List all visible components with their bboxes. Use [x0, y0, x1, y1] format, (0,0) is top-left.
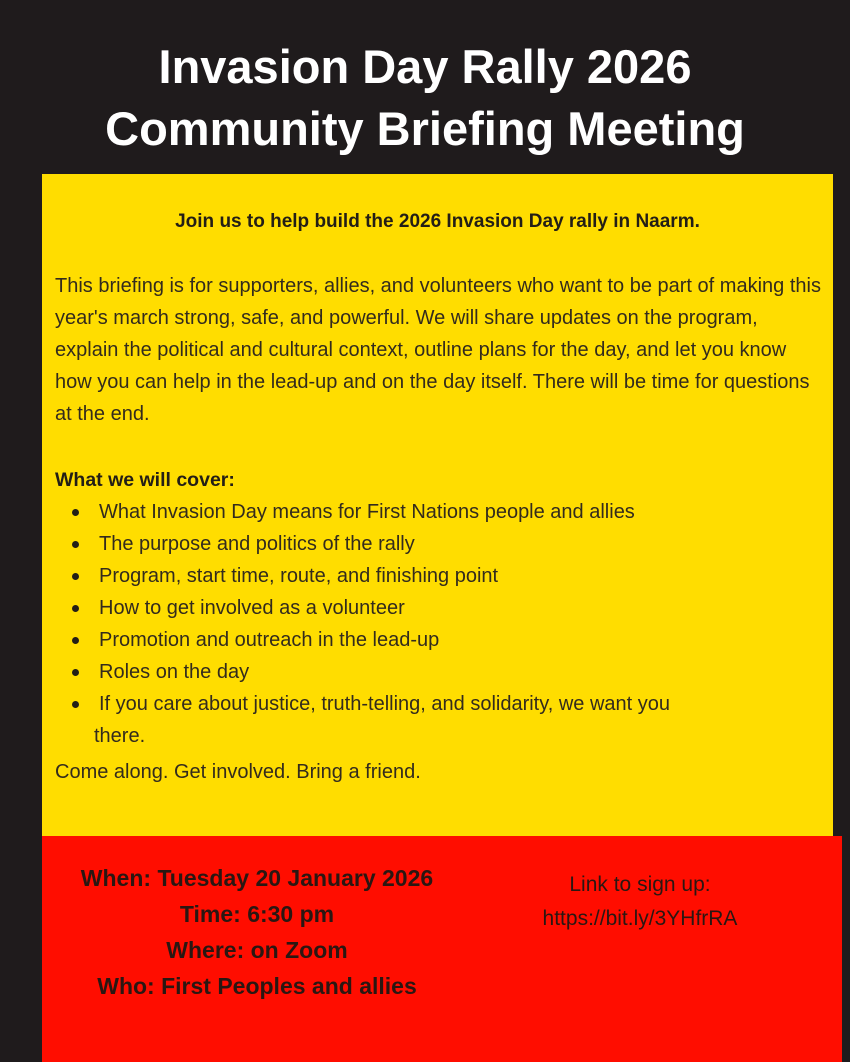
event-details-panel: [42, 836, 842, 1062]
cover-list-item: [55, 688, 815, 752]
poster-title: [0, 36, 850, 160]
cover-list-item: [55, 528, 815, 560]
signup-block: [492, 868, 788, 936]
cover-item-continuation: there.: [94, 725, 146, 747]
bullet-icon: [72, 701, 79, 708]
info-panel: [42, 174, 833, 836]
cover-item-text: The purpose and politics of the rally: [99, 533, 415, 555]
cover-list: [55, 496, 815, 752]
cover-list-item: [55, 624, 815, 656]
cover-item-text: How to get involved as a volunteer: [99, 597, 405, 619]
closing-line: Come along. Get involved. Bring a friend.: [55, 761, 421, 783]
bullet-icon: [72, 509, 79, 516]
briefing-description: This briefing is for supporters, allies, and volunteers who want to be part of making this year's march strong, safe, and powerful. We will share updates on the program, explain the political and cultural context, outline plans for the day, and let you know how you can help in the lead-up and on the day itself. There will be time for questions at the end.: [55, 275, 821, 425]
signup-link[interactable]: https://bit.ly/3YHfrRA: [542, 907, 738, 930]
cover-list-item: [55, 496, 815, 528]
event-time: Time: 6:30 pm: [179, 901, 335, 927]
intro-heading: Join us to help build the 2026 Invasion Day rally in Naarm.: [175, 211, 700, 232]
event-when: When: Tuesday 20 January 2026: [80, 865, 434, 891]
cover-item-text: Promotion and outreach in the lead-up: [99, 629, 440, 651]
bullet-icon: [72, 637, 79, 644]
bullet-icon: [72, 669, 79, 676]
signup-label: Link to sign up:: [569, 873, 711, 896]
title-line-2: Community Briefing Meeting: [105, 102, 745, 155]
cover-item-text: Program, start time, route, and finishing point: [99, 565, 499, 587]
bullet-icon: [72, 541, 79, 548]
cover-list-item: [55, 656, 815, 688]
event-details: [42, 860, 472, 1004]
title-line-1: Invasion Day Rally 2026: [158, 40, 692, 93]
bullet-icon: [72, 605, 79, 612]
cover-heading: What we will cover:: [55, 469, 235, 491]
cover-item-text: Roles on the day: [99, 661, 250, 683]
cover-list-item: [55, 592, 815, 624]
event-where: Where: on Zoom: [166, 937, 348, 963]
event-who: Who: First Peoples and allies: [97, 973, 417, 999]
bullet-icon: [72, 573, 79, 580]
cover-list-item: [55, 560, 815, 592]
cover-item-text: What Invasion Day means for First Nations people and allies: [99, 501, 635, 523]
cover-item-text: If you care about justice, truth-telling, and solidarity, we want you: [99, 693, 671, 715]
